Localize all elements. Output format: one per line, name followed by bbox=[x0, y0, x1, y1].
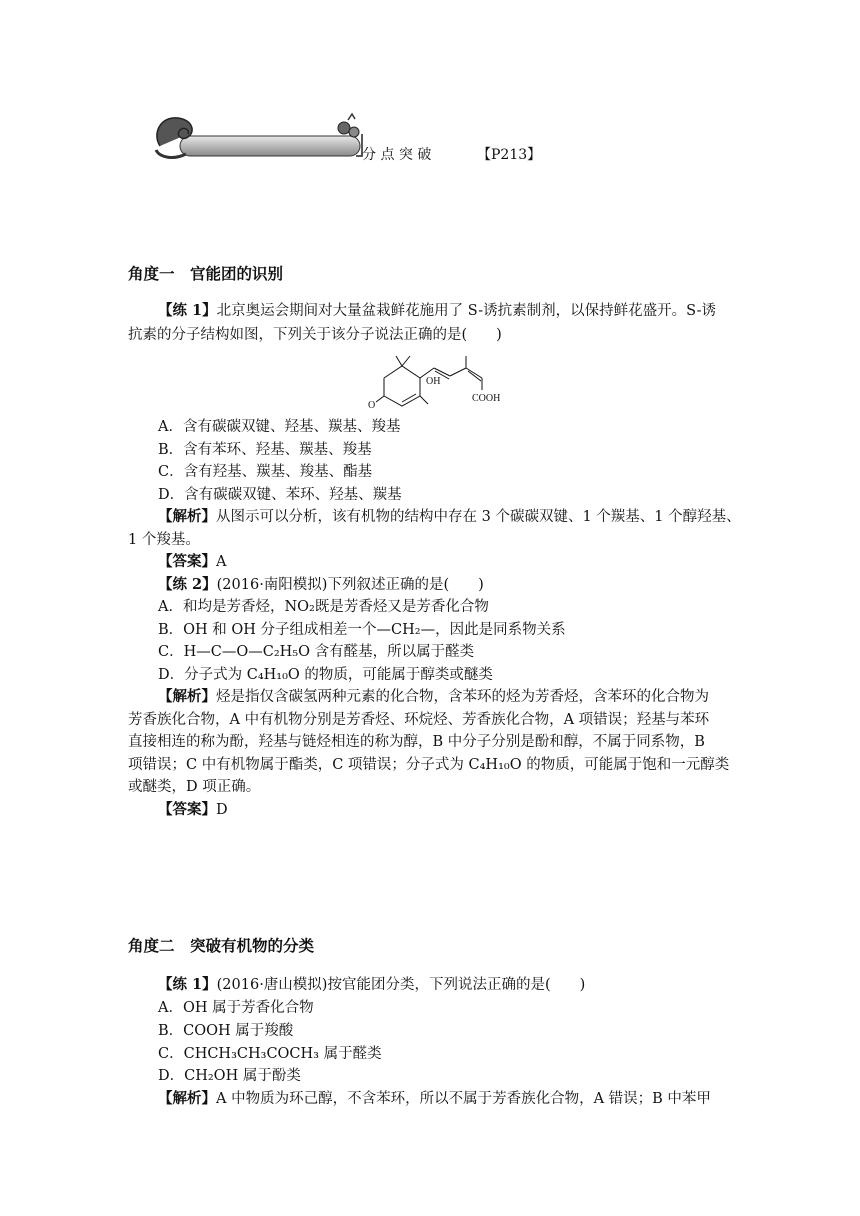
oh-label: OH bbox=[426, 376, 441, 387]
s2q1-stem bbox=[158, 974, 585, 996]
s1q2-analysis-line3: 直接相连的称为酚，羟基与链烃相连的称为醇，B 中分子分别是酚和醇，不属于同系物，B bbox=[128, 734, 705, 750]
s1q2-stem bbox=[158, 574, 484, 596]
s1q1-analysis-line1 bbox=[158, 506, 741, 528]
s1q2-analysis-line4: 项错误；C 中有机物属于酯类，C 项错误；分子式为 C₄H₁₀O 的物质，可能属于饱和一元醇类 bbox=[128, 757, 730, 773]
s1q1-analysis1: 从图示可以分析，该有机物的结构中存在 3 个碳碳双键、1 个羰基、1 个醇羟基、 bbox=[216, 509, 741, 525]
s2q1-stem-text: (2016·唐山模拟)按官能团分类，下列说法正确的是( ) bbox=[216, 977, 586, 993]
s2q1-option-c: C．CHCH₃CH₃COCH₃ 属于醛类 bbox=[158, 1046, 382, 1062]
s1q2-analysis-line1 bbox=[158, 686, 709, 708]
s1q2-stem-text: (2016·南阳模拟)下列叙述正确的是( ) bbox=[216, 577, 484, 593]
s1q2-tag: 【练 2】 bbox=[158, 576, 217, 593]
cooh-label: COOH bbox=[472, 393, 501, 404]
s2q1-analysis-text: A 中物质为环己醇，不含苯环，所以不属于芳香族化合物，A 错误；B 中苯甲 bbox=[216, 1091, 711, 1107]
header-banner bbox=[150, 108, 380, 164]
s1q1-option-a: A．含有碳碳双键、羟基、羰基、羧基 bbox=[158, 419, 401, 435]
s1q1-tag: 【练 1】 bbox=[158, 302, 217, 319]
s1q2-analysis-text1: 烃是指仅含碳氢两种元素的化合物，含苯环的烃为芳香烃，含苯环的化合物为 bbox=[216, 689, 709, 705]
s1q1-stem-line2: 抗素的分子结构如图，下列关于该分子说法正确的是( ) bbox=[128, 327, 502, 343]
o-label: O bbox=[368, 400, 376, 411]
s1q2-analysis-line5: 或醚类，D 项正确。 bbox=[128, 779, 261, 795]
s1q2-answer bbox=[158, 799, 228, 821]
s1q1-analysis-tag: 【解析】 bbox=[158, 508, 216, 525]
s1q2-analysis-line2: 芳香族化合物，A 中有机物分别是芳香烃、环烷烃、芳香族化合物，A 项错误；羟基与苯环 bbox=[128, 712, 710, 728]
s1q2-option-c: C．H—C—O—C₂H₅O 含有醛基，所以属于醛类 bbox=[158, 644, 475, 660]
s1q2-answer-value: D bbox=[216, 802, 228, 818]
s1q1-answer bbox=[158, 551, 226, 573]
s1q1-stem-line1 bbox=[158, 300, 716, 322]
s1q1-option-d: D．含有碳碳双键、苯环、羟基、羰基 bbox=[158, 487, 402, 503]
s1q2-option-d: D．分子式为 C₄H₁₀O 的物质，可能属于醇类或醚类 bbox=[158, 667, 493, 683]
s1q1-analysis-line2: 1 个羧基。 bbox=[128, 532, 200, 548]
s2q1-analysis-tag: 【解析】 bbox=[158, 1090, 216, 1107]
header-page-ref: 【P213】 bbox=[477, 147, 542, 163]
s1q1-answer-tag: 【答案】 bbox=[158, 553, 216, 570]
header-section-label: 分 点 突 破 bbox=[362, 147, 432, 163]
molecule-structure bbox=[362, 352, 522, 412]
s1q2-answer-tag: 【答案】 bbox=[158, 801, 216, 818]
s1q2-option-a: A．和均是芳香烃，NO₂既是芳香烃又是芳香化合物 bbox=[158, 599, 489, 615]
s2q1-option-d: D．CH₂OH 属于酚类 bbox=[158, 1068, 301, 1084]
s-abscisic-acid-structure-icon bbox=[362, 352, 522, 412]
s2q1-option-a: A．OH 属于芳香化合物 bbox=[158, 1000, 314, 1016]
s1q1-option-b: B．含有苯环、羟基、羰基、羧基 bbox=[158, 442, 372, 458]
s1q2-option-b: B．OH 和 OH 分子组成相差一个—CH₂—，因此是同系物关系 bbox=[158, 622, 566, 638]
banner-decoration-icon bbox=[150, 108, 380, 164]
s1q2-analysis-tag: 【解析】 bbox=[158, 688, 216, 705]
s1q1-answer-value: A bbox=[216, 554, 227, 570]
s1q1-option-c: C．含有羟基、羰基、羧基、酯基 bbox=[158, 464, 373, 480]
section2-title: 角度二 突破有机物的分类 bbox=[128, 937, 315, 955]
section1-title: 角度一 官能团的识别 bbox=[128, 265, 284, 283]
s1q1-stem1: 北京奥运会期间对大量盆栽鲜花施用了 S-诱抗素制剂，以保持鲜花盛开。S-诱 bbox=[216, 303, 716, 319]
s2q1-tag: 【练 1】 bbox=[158, 976, 217, 993]
s2q1-option-b: B．COOH 属于羧酸 bbox=[158, 1023, 294, 1039]
s2q1-analysis-line1 bbox=[158, 1088, 711, 1110]
